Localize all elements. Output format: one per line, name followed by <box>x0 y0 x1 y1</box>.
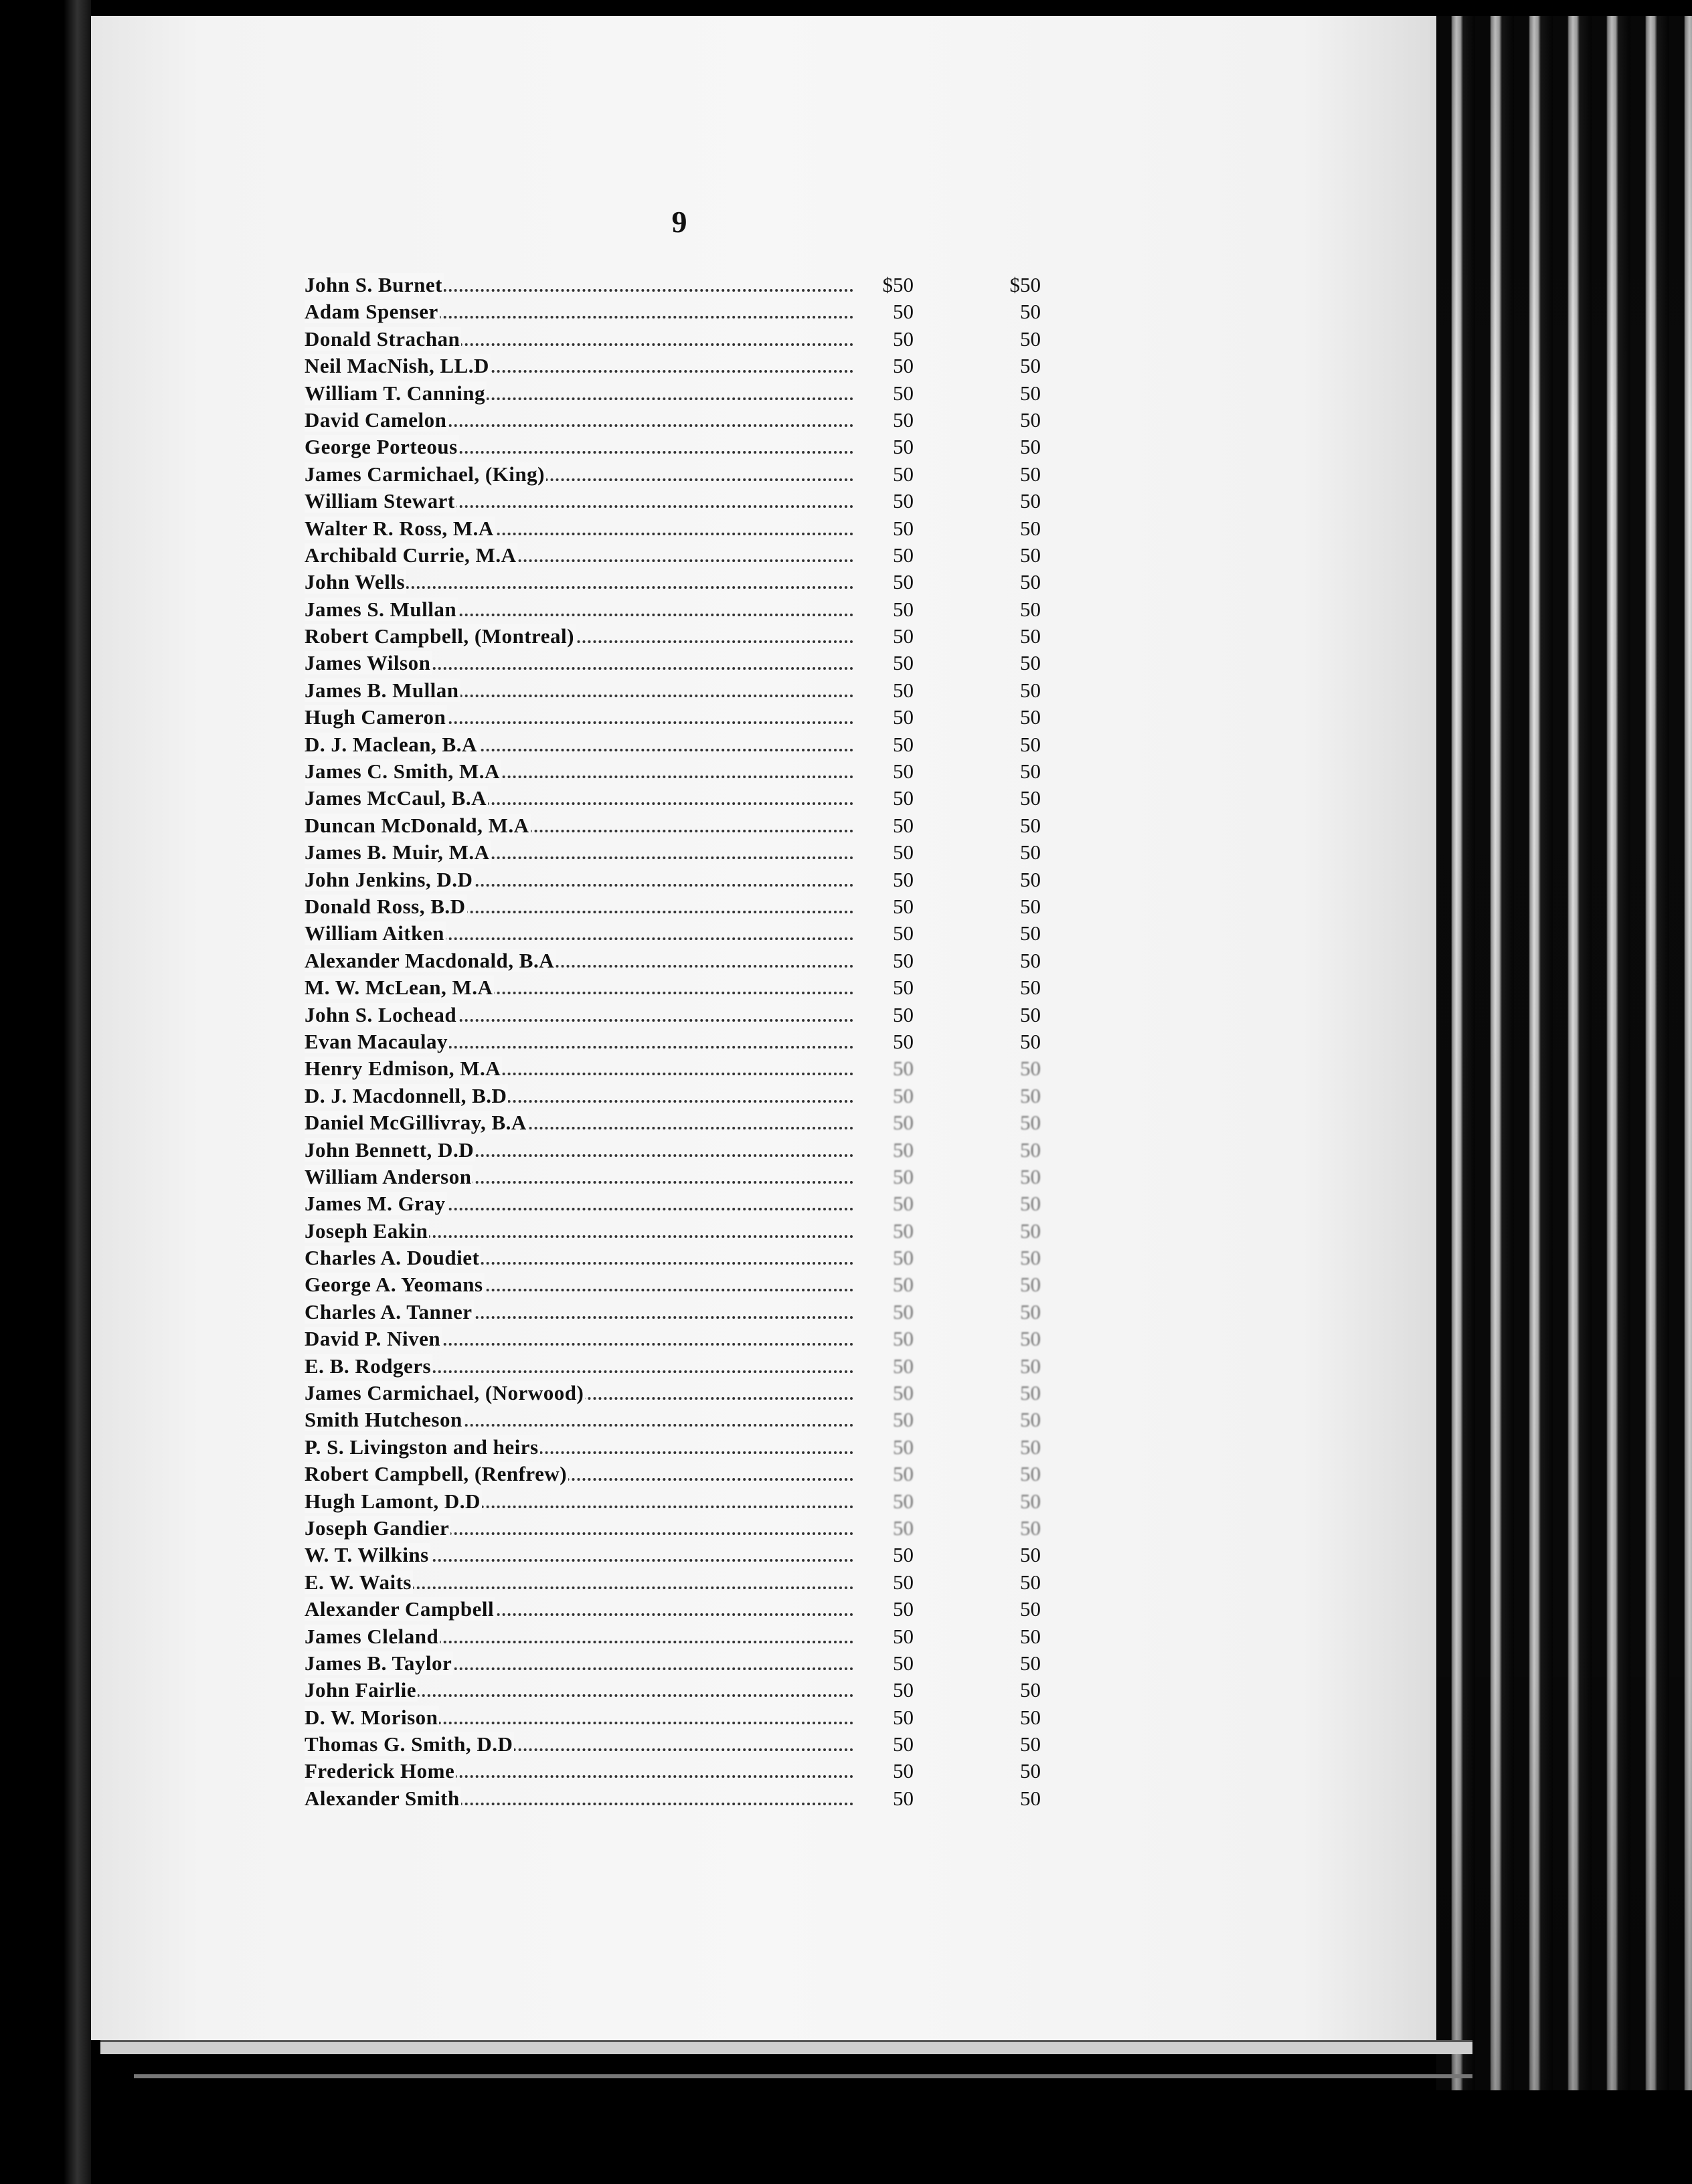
amount-column-2: 50 <box>1020 1705 1041 1729</box>
amount-column-2: 50 <box>1020 1759 1041 1783</box>
amount-column-2: 50 <box>1020 1218 1041 1243</box>
subscriber-name-text: John Wells <box>305 570 406 594</box>
subscriber-name-text: James Cleland <box>305 1624 439 1648</box>
book-left-edge <box>0 0 91 2184</box>
amount-column-1: 50 <box>893 1408 914 1432</box>
list-item <box>305 1597 1061 1624</box>
subscriber-name-text: John S. Burnet <box>305 273 442 296</box>
list-item <box>305 1516 1061 1543</box>
subscriber-name-text: E. B. Rodgers <box>305 1354 432 1378</box>
subscriber-name <box>305 1462 853 1486</box>
subscriber-name <box>305 543 853 567</box>
subscriber-name-text: James Carmichael, (King) <box>305 462 545 486</box>
subscriber-name-text: James Carmichael, (Norwood) <box>305 1381 584 1405</box>
list-item <box>305 921 1061 948</box>
amount-column-2: 50 <box>1020 1299 1041 1324</box>
amount-column-2: 50 <box>1020 516 1041 540</box>
list-item <box>305 1111 1061 1138</box>
list-item <box>305 1219 1061 1246</box>
subscriber-name <box>305 895 853 919</box>
amount-column-1: 50 <box>893 894 914 918</box>
subscriber-name <box>305 300 853 324</box>
amount-column-2: 50 <box>1020 840 1041 864</box>
subscriber-name-text: Alexander Smith <box>305 1786 460 1810</box>
subscriber-name <box>305 1030 853 1054</box>
subscriber-name-text: William Aitken <box>305 921 444 945</box>
list-item <box>305 570 1061 597</box>
amount-column-2: 50 <box>1020 1111 1041 1135</box>
amount-column-2: 50 <box>1020 624 1041 648</box>
subscriber-name <box>305 273 853 297</box>
page-bottom-edge <box>100 2040 1472 2054</box>
list-item <box>305 1381 1061 1408</box>
amount-column-1: 50 <box>893 327 914 351</box>
list-item <box>305 543 1061 570</box>
amount-column-2: $50 <box>1009 273 1041 296</box>
subscriber-name <box>305 1003 853 1027</box>
subscriber-name <box>305 1597 853 1621</box>
amount-column-1: $50 <box>882 273 914 296</box>
subscriber-name-text: George A. Yeomans <box>305 1273 483 1297</box>
list-item <box>305 1327 1061 1354</box>
amount-column-2: 50 <box>1020 1327 1041 1351</box>
list-item <box>305 1570 1061 1597</box>
amount-column-1: 50 <box>893 407 914 432</box>
subscriber-name-text: James S. Mullan <box>305 597 457 621</box>
subscriber-name-text: John Jenkins, D.D <box>305 867 473 891</box>
amount-column-1: 50 <box>893 354 914 378</box>
amount-column-1: 50 <box>893 1192 914 1216</box>
amount-column-1: 50 <box>893 489 914 513</box>
amount-column-1: 50 <box>893 1138 914 1162</box>
subscriber-name <box>305 1354 853 1378</box>
subscriber-name-text: William Anderson <box>305 1164 472 1188</box>
amount-column-2: 50 <box>1020 300 1041 324</box>
amount-column-2: 50 <box>1020 1192 1041 1216</box>
amount-column-1: 50 <box>893 813 914 837</box>
list-item <box>305 1030 1061 1057</box>
amount-column-2: 50 <box>1020 732 1041 756</box>
amount-column-2: 50 <box>1020 354 1041 378</box>
page-bottom-edge-shadow <box>134 2074 1472 2078</box>
amount-column-2: 50 <box>1020 867 1041 891</box>
subscriber-name-text: Hugh Lamont, D.D <box>305 1489 481 1513</box>
list-item <box>305 1651 1061 1678</box>
amount-column-1: 50 <box>893 570 914 594</box>
amount-column-2: 50 <box>1020 407 1041 432</box>
list-item <box>305 273 1061 300</box>
subscriber-name-text: George Porteous <box>305 435 458 459</box>
subscription-list <box>305 273 1061 1813</box>
subscriber-name-text: Henry Edmison, M.A <box>305 1057 501 1081</box>
amount-column-1: 50 <box>893 1786 914 1810</box>
subscriber-name-text: James B. Taylor <box>305 1651 452 1675</box>
amount-column-1: 50 <box>893 651 914 675</box>
amount-column-2: 50 <box>1020 462 1041 486</box>
amount-column-1: 50 <box>893 1435 914 1459</box>
list-item <box>305 1759 1061 1786</box>
subscriber-name <box>305 624 853 648</box>
amount-column-1: 50 <box>893 1111 914 1135</box>
list-item <box>305 435 1061 462</box>
subscriber-name <box>305 1408 853 1432</box>
amount-column-1: 50 <box>893 1246 914 1270</box>
amount-column-2: 50 <box>1020 1246 1041 1270</box>
amount-column-2: 50 <box>1020 1273 1041 1297</box>
amount-column-1: 50 <box>893 543 914 567</box>
subscriber-name <box>305 1732 853 1756</box>
subscriber-name-text: Donald Ross, B.D <box>305 894 466 918</box>
subscriber-name <box>305 489 853 513</box>
list-item <box>305 1678 1061 1705</box>
amount-column-1: 50 <box>893 381 914 405</box>
amount-column-1: 50 <box>893 786 914 810</box>
subscriber-name-text: Hugh Cameron <box>305 705 446 729</box>
subscriber-name-text: David P. Niven <box>305 1327 441 1351</box>
subscriber-name-text: D. W. Morison <box>305 1705 438 1729</box>
list-item <box>305 1625 1061 1651</box>
amount-column-2: 50 <box>1020 1651 1041 1675</box>
amount-column-1: 50 <box>893 867 914 891</box>
subscriber-name <box>305 1165 853 1189</box>
amount-column-2: 50 <box>1020 976 1041 1000</box>
amount-column-1: 50 <box>893 1489 914 1513</box>
list-item <box>305 1543 1061 1570</box>
amount-column-2: 50 <box>1020 1408 1041 1432</box>
amount-column-1: 50 <box>893 1624 914 1648</box>
subscriber-name <box>305 1273 853 1297</box>
amount-column-1: 50 <box>893 1543 914 1567</box>
subscriber-name-text: Donald Strachan <box>305 327 460 351</box>
amount-column-1: 50 <box>893 1651 914 1675</box>
amount-column-2: 50 <box>1020 543 1041 567</box>
list-item <box>305 1003 1061 1030</box>
list-item <box>305 786 1061 813</box>
subscriber-name <box>305 517 853 541</box>
subscriber-name <box>305 1246 853 1270</box>
subscriber-name-text: John Bennett, D.D <box>305 1138 475 1162</box>
subscriber-name <box>305 1570 853 1595</box>
subscriber-name-text: James C. Smith, M.A <box>305 759 500 784</box>
amount-column-1: 50 <box>893 1029 914 1053</box>
subscriber-name-text: Frederick Home <box>305 1759 455 1783</box>
amount-column-2: 50 <box>1020 894 1041 918</box>
subscriber-name <box>305 1543 853 1567</box>
amount-column-2: 50 <box>1020 651 1041 675</box>
amount-column-1: 50 <box>893 300 914 324</box>
subscriber-name <box>305 1435 853 1459</box>
subscriber-name <box>305 1084 853 1108</box>
subscriber-name <box>305 354 853 378</box>
amount-column-2: 50 <box>1020 1381 1041 1405</box>
subscriber-name <box>305 949 853 973</box>
list-item <box>305 327 1061 354</box>
list-item <box>305 598 1061 624</box>
subscriber-name <box>305 868 853 892</box>
amount-column-1: 50 <box>893 1327 914 1351</box>
subscriber-name <box>305 976 853 1000</box>
amount-column-2: 50 <box>1020 1597 1041 1621</box>
list-item <box>305 1732 1061 1759</box>
amount-column-1: 50 <box>893 1381 914 1405</box>
amount-column-1: 50 <box>893 1732 914 1756</box>
page-number: 9 <box>671 205 687 239</box>
list-item <box>305 1138 1061 1165</box>
list-item <box>305 868 1061 895</box>
amount-column-1: 50 <box>893 1218 914 1243</box>
amount-column-1: 50 <box>893 1516 914 1540</box>
subscriber-name-text: William T. Canning <box>305 381 486 405</box>
subscriber-name <box>305 1651 853 1675</box>
amount-column-2: 50 <box>1020 1786 1041 1810</box>
amount-column-1: 50 <box>893 462 914 486</box>
list-item <box>305 1354 1061 1381</box>
amount-column-2: 50 <box>1020 1435 1041 1459</box>
list-item <box>305 678 1061 705</box>
subscriber-name-text: Charles A. Doudiet <box>305 1246 480 1270</box>
amount-column-2: 50 <box>1020 489 1041 513</box>
list-item <box>305 624 1061 651</box>
list-item <box>305 949 1061 976</box>
amount-column-1: 50 <box>893 1597 914 1621</box>
list-item <box>305 1435 1061 1462</box>
list-item <box>305 381 1061 408</box>
subscriber-name-text: John S. Lochead <box>305 1002 457 1026</box>
list-item <box>305 733 1061 759</box>
subscriber-name-text: James McCaul, B.A <box>305 786 487 810</box>
subscriber-name-text: Evan Macaulay <box>305 1029 448 1053</box>
subscriber-name <box>305 1516 853 1540</box>
amount-column-1: 50 <box>893 1678 914 1702</box>
amount-column-2: 50 <box>1020 1029 1041 1053</box>
subscriber-name <box>305 1057 853 1081</box>
amount-column-2: 50 <box>1020 813 1041 837</box>
amount-column-1: 50 <box>893 1273 914 1297</box>
list-item <box>305 1246 1061 1273</box>
amount-column-2: 50 <box>1020 570 1041 594</box>
list-item <box>305 1300 1061 1327</box>
amount-column-1: 50 <box>893 1083 914 1107</box>
amount-column-1: 50 <box>893 976 914 1000</box>
subscriber-name-text: Alexander Campbell <box>305 1597 495 1621</box>
list-item <box>305 1462 1061 1489</box>
subscriber-name <box>305 651 853 675</box>
amount-column-2: 50 <box>1020 381 1041 405</box>
list-item <box>305 1787 1061 1813</box>
subscriber-name-text: Neil MacNish, LL.D <box>305 354 489 378</box>
amount-column-1: 50 <box>893 435 914 459</box>
book-page-edges <box>1436 16 1692 2090</box>
subscriber-name <box>305 408 853 432</box>
subscriber-name <box>305 705 853 729</box>
amount-column-2: 50 <box>1020 1543 1041 1567</box>
subscriber-name <box>305 435 853 459</box>
list-item <box>305 1706 1061 1732</box>
list-item <box>305 1408 1061 1435</box>
subscriber-name-text: P. S. Livingston and heirs <box>305 1435 539 1459</box>
list-item <box>305 895 1061 921</box>
amount-column-1: 50 <box>893 1759 914 1783</box>
amount-column-1: 50 <box>893 516 914 540</box>
amount-column-1: 50 <box>893 597 914 621</box>
subscriber-name <box>305 1625 853 1649</box>
subscriber-name-text: John Fairlie <box>305 1678 417 1702</box>
list-item <box>305 1192 1061 1218</box>
subscriber-name <box>305 570 853 594</box>
subscriber-name-text: Alexander Macdonald, B.A <box>305 948 555 972</box>
amount-column-1: 50 <box>893 1354 914 1378</box>
subscriber-name-text: James B. Muir, M.A <box>305 840 490 864</box>
amount-column-1: 50 <box>893 732 914 756</box>
subscriber-name-text: James M. Gray <box>305 1192 446 1216</box>
subscriber-name-text: W. T. Wilkins <box>305 1543 429 1567</box>
subscriber-name-text: E. W. Waits <box>305 1570 412 1594</box>
subscriber-name <box>305 1300 853 1324</box>
list-item <box>305 1165 1061 1192</box>
subscriber-name-text: D. J. Macdonnell, B.D <box>305 1083 507 1107</box>
amount-column-2: 50 <box>1020 327 1041 351</box>
subscriber-name-text: Robert Campbell, (Montreal) <box>305 624 574 648</box>
amount-column-1: 50 <box>893 1002 914 1026</box>
subscriber-name <box>305 1138 853 1162</box>
amount-column-1: 50 <box>893 705 914 729</box>
list-item <box>305 651 1061 678</box>
subscriber-name-text: Duncan McDonald, M.A <box>305 813 529 837</box>
list-item <box>305 354 1061 381</box>
amount-column-2: 50 <box>1020 1732 1041 1756</box>
subscriber-name <box>305 733 853 757</box>
subscriber-name <box>305 598 853 622</box>
list-item <box>305 517 1061 543</box>
subscriber-name-text: Daniel McGillivray, B.A <box>305 1111 527 1135</box>
list-item <box>305 489 1061 516</box>
amount-column-2: 50 <box>1020 1462 1041 1486</box>
subscriber-name <box>305 1381 853 1405</box>
list-item <box>305 1057 1061 1083</box>
subscriber-name <box>305 1759 853 1783</box>
subscriber-name <box>305 1678 853 1702</box>
subscriber-name <box>305 1111 853 1135</box>
amount-column-1: 50 <box>893 1570 914 1594</box>
subscriber-name-text: William Stewart <box>305 489 455 513</box>
list-item <box>305 462 1061 489</box>
amount-column-2: 50 <box>1020 1138 1041 1162</box>
amount-column-2: 50 <box>1020 1057 1041 1081</box>
amount-column-1: 50 <box>893 1299 914 1324</box>
subscriber-name <box>305 1192 853 1216</box>
subscriber-name-text: Charles A. Tanner <box>305 1299 473 1324</box>
amount-column-2: 50 <box>1020 1083 1041 1107</box>
list-item <box>305 1273 1061 1299</box>
subscriber-name-text: Walter R. Ross, M.A <box>305 516 494 540</box>
list-item <box>305 300 1061 327</box>
subscriber-name <box>305 786 853 810</box>
amount-column-1: 50 <box>893 678 914 702</box>
list-item <box>305 814 1061 840</box>
list-item <box>305 408 1061 435</box>
subscriber-name <box>305 814 853 838</box>
subscriber-name <box>305 381 853 405</box>
amount-column-1: 50 <box>893 1057 914 1081</box>
amount-column-2: 50 <box>1020 1354 1041 1378</box>
amount-column-2: 50 <box>1020 759 1041 784</box>
amount-column-1: 50 <box>893 948 914 972</box>
amount-column-2: 50 <box>1020 705 1041 729</box>
subscriber-name-text: Robert Campbell, (Renfrew) <box>305 1462 568 1486</box>
subscriber-name-text: Thomas G. Smith, D.D <box>305 1732 513 1756</box>
subscriber-name-text: D. J. Maclean, B.A <box>305 732 477 756</box>
amount-column-1: 50 <box>893 1164 914 1188</box>
subscriber-name <box>305 759 853 784</box>
subscriber-name <box>305 1327 853 1351</box>
amount-column-2: 50 <box>1020 1489 1041 1513</box>
subscriber-name-text: Joseph Eakin <box>305 1218 428 1243</box>
subscriber-name-text: David Camelon <box>305 407 447 432</box>
subscriber-name <box>305 462 853 486</box>
amount-column-1: 50 <box>893 840 914 864</box>
subscriber-name-text: James Wilson <box>305 651 431 675</box>
list-item <box>305 1084 1061 1111</box>
subscriber-name <box>305 1219 853 1243</box>
list-item <box>305 705 1061 732</box>
subscriber-name <box>305 678 853 703</box>
list-item <box>305 976 1061 1002</box>
amount-column-2: 50 <box>1020 948 1041 972</box>
subscriber-name-text: Smith Hutcheson <box>305 1408 462 1432</box>
subscriber-name-text: Joseph Gandier <box>305 1516 450 1540</box>
amount-column-1: 50 <box>893 921 914 945</box>
amount-column-1: 50 <box>893 1462 914 1486</box>
subscriber-name-text: M. W. McLean, M.A <box>305 976 493 1000</box>
amount-column-2: 50 <box>1020 1002 1041 1026</box>
amount-column-2: 50 <box>1020 1516 1041 1540</box>
amount-column-2: 50 <box>1020 678 1041 702</box>
amount-column-2: 50 <box>1020 921 1041 945</box>
list-item <box>305 759 1061 786</box>
list-item <box>305 1489 1061 1516</box>
subscriber-name <box>305 921 853 945</box>
amount-column-2: 50 <box>1020 1678 1041 1702</box>
subscriber-name-text: James B. Mullan <box>305 678 459 702</box>
amount-column-2: 50 <box>1020 435 1041 459</box>
amount-column-2: 50 <box>1020 786 1041 810</box>
subscriber-name <box>305 840 853 864</box>
amount-column-1: 50 <box>893 759 914 784</box>
subscriber-name <box>305 327 853 351</box>
subscriber-name <box>305 1787 853 1811</box>
amount-column-2: 50 <box>1020 597 1041 621</box>
subscriber-name <box>305 1706 853 1730</box>
subscriber-name-text: Adam Spenser <box>305 300 438 324</box>
amount-column-1: 50 <box>893 624 914 648</box>
amount-column-2: 50 <box>1020 1164 1041 1188</box>
amount-column-1: 50 <box>893 1705 914 1729</box>
amount-column-2: 50 <box>1020 1570 1041 1594</box>
list-item <box>305 840 1061 867</box>
amount-column-2: 50 <box>1020 1624 1041 1648</box>
subscriber-name-text: Archibald Currie, M.A <box>305 543 517 567</box>
subscriber-name <box>305 1489 853 1514</box>
